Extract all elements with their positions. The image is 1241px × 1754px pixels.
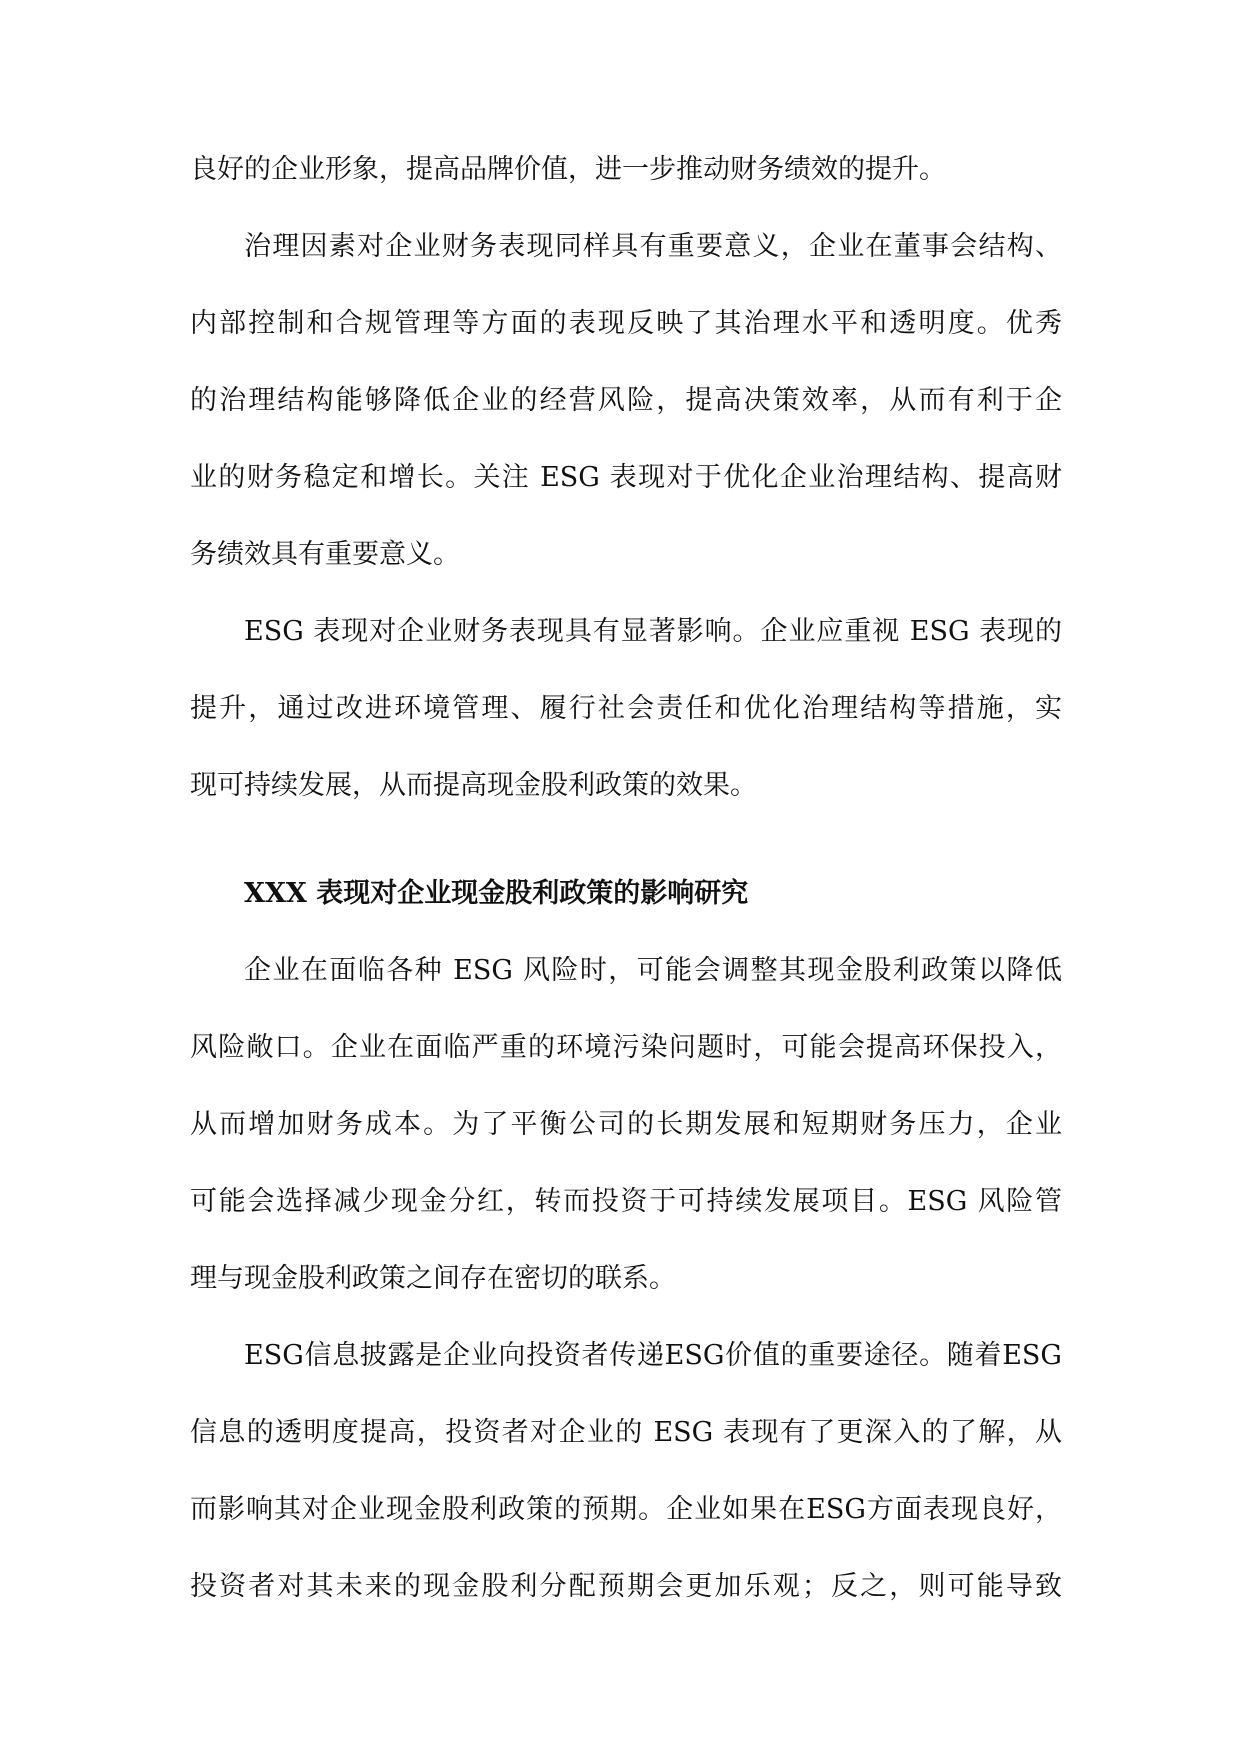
text-line: 从而增加财务成本。为了平衡公司的长期发展和短期财务压力，企业: [190, 1109, 1062, 1140]
text-line: 提升，通过改进环境管理、履行社会责任和优化治理结构等措施，实: [190, 693, 1062, 724]
text-line: 投资者对其未来的现金股利分配预期会更加乐观；反之，则可能导致: [190, 1571, 1062, 1602]
section-heading: XXX 表现对企业现金股利政策的影响研究: [244, 878, 749, 909]
paragraph: [190, 131, 1241, 208]
text-line: ESG 表现对企业财务表现具有显著影响。企业应重视 ESG 表现的: [244, 616, 1062, 647]
text-line: 良好的企业形象，提高品牌价值，进一步推动财务绩效的提升。: [190, 154, 946, 185]
text-line: 风险敞口。企业在面临严重的环境污染问题时，可能会提高环保投入，: [190, 1032, 1062, 1063]
text-line: 而影响其对企业现金股利政策的预期。企业如果在ESG方面表现良好，: [190, 1494, 1062, 1525]
text-line: 可能会选择减少现金分红，转而投资于可持续发展项目。ESG 风险管: [190, 1186, 1062, 1217]
text-line: 的治理结构能够降低企业的经营风险，提高决策效率，从而有利于企: [190, 385, 1062, 416]
text-line: 信息的透明度提高，投资者对企业的 ESG 表现有了更深入的了解，从: [190, 1417, 1062, 1448]
paragraph: [190, 1317, 1241, 1625]
text-line: 理与现金股利政策之间存在密切的联系。: [190, 1263, 676, 1294]
text-line: 治理因素对企业财务表现同样具有重要意义，企业在董事会结构、: [244, 231, 1062, 262]
text-line: 现可持续发展，从而提高现金股利政策的效果。: [190, 770, 757, 801]
text-line: 企业在面临各种 ESG 风险时，可能会调整其现金股利政策以降低: [244, 955, 1062, 986]
text-line: 业的财务稳定和增长。关注 ESG 表现对于优化企业治理结构、提高财: [190, 462, 1062, 493]
text-line: 务绩效具有重要意义。: [190, 539, 460, 570]
text-line: 内部控制和合规管理等方面的表现反映了其治理水平和透明度。优秀: [190, 308, 1062, 339]
paragraph: [190, 593, 1241, 824]
text-line: ESG信息披露是企业向投资者传递ESG价值的重要途径。随着ESG: [244, 1340, 1062, 1371]
paragraph: [190, 208, 1241, 593]
paragraph: [190, 932, 1241, 1317]
